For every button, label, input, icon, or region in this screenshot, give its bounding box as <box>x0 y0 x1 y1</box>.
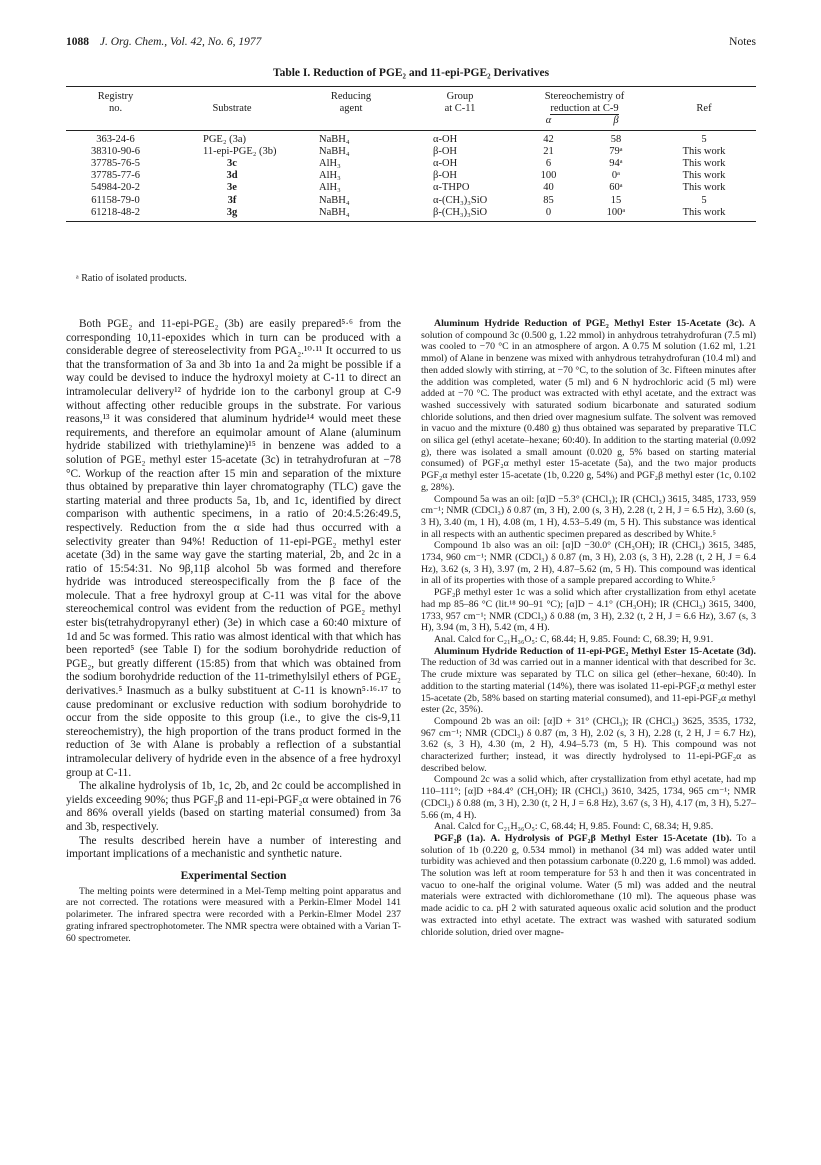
experimental-paragraph: Anal. Calcd for C₂₁H₃₆O₅: C, 68.44; H, 9.85. Found: C, 68.34; H, 9.85. <box>434 821 714 833</box>
cell-beta: 60ᵃ <box>609 182 623 194</box>
page-number: 1088 <box>66 36 89 48</box>
table-row <box>66 146 756 158</box>
cell-group: α-OH <box>433 158 458 170</box>
experimental-paragraph: Compound 5a was an oil: [α]D −5.3° (CHCl₃); IR (CHCl₃) 3615, 3485, 1733, 959 cm⁻¹; NMR (CDCl₃) δ 0.87 (m, 3 H), 2.00 (s, 3 H), 2.28 (t, 2 H, J = 6.5 Hz), 3.60 (s, 3 H), 3.40 (m, 1 H), 4.08 (m, 1 H), 4.53–5.49 (m, 5 H). This substance was identical in all respects with an authentic specimen prepared as described by White.⁵ <box>421 493 756 540</box>
cell-group: β-OH <box>433 145 458 157</box>
experimental-paragraph <box>421 646 756 716</box>
cell-agent: NaBH₄ <box>299 207 403 222</box>
journal-citation: J. Org. Chem., Vol. 42, No. 6, 1977 <box>99 36 262 48</box>
cell-substrate: 3e <box>227 182 237 194</box>
experimental-paragraph: Compound 2c was a solid which, after crystallization from ethyl acetate, had mp 110–111°; [α]D +84.4° (CH₃OH); IR (CHCl₃) 3610, 3425, 1734, 965 cm⁻¹; NMR (CDCl₃) δ 0.88 (m, 3 H), 2.30 (t, 2 H, J = 6.8 Hz), 3.67 (s, 3 H), 4.17 (m, 3 H), 5.27–5.66 (m, 4 H). <box>421 774 756 821</box>
col-header-beta: β <box>580 115 652 130</box>
body-paragraph: Both PGE₂ and 11-epi-PGE₂ (3b) are easily prepared⁵·⁶ from the corresponding 10,11-epoxides which in turn can be produced with a considerable degree of stereoselectivity from PGA₂.¹⁰·¹¹ It occurred to us that the transformation of 3a and 3b into 1a and 2a might be possible if a way could be devised to induce the hydroxyl moiety at C-11 to direct an intramolecular delivery¹² of hydride ion to the carbonyl group at C-9 without affecting other reducible groups in the substrate. For various reasons,¹³ it was considered that aluminum hydride¹⁴ would meet these requirements, and therefore an equimolar amount of Alane (aluminum hydride stabilized with triethylamine)¹⁵ in benzene was added to a solution of PGE₂ methyl ester 15-acetate (3c) in tetrahydrofuran at −78 °C. Workup of the reaction after 15 min and separation of the mixture thus obtained by preparative thin layer chromatography (TLC) gave the starting material and three products 5a, 1b, and 1c, identified by direct comparison with authentic specimens, in a ratio of 20:4.5:26:49.5, respectively. Reduction from the α side had thus occurred with a selectivity greater than 94%! Reduction of 11-epi-PGE₂ methyl ester acetate (3d) in the same way gave the starting material, 2b, and 2c in a ratio of 15:54:31. No 9β,11β alcohol 5b was formed and therefore hydride was introduced stereospecifically from the β face of the molecule. That a free hydroxyl group at C-11 was vital for the above stereochemical control was evident from the reduction of PGE₂ methyl ester bis(tetrahydropyranyl ether) (3e) in which case a 60:40 mixture of 1d and 5c was formed. This ratio was almost identical with that which has been reported⁵ (see Table I) for the sodium borohydride reduction of PGE₂, but greatly different (15:85) from that which was obtained from the sodium borohydride reduction of the 11-trimethylsilyl ethers of PGE₂ derivatives.⁵ Inasmuch as a bulky substituent at C-11 is known⁵·¹⁶·¹⁷ to cause predominant or exclusive reduction with sodium borohydride to occur from the side opposite to this group (i.e., to give the cis-9,11 stereochemistry), the high proportion of the trans product formed in the reduction of 3e with Alane is probably a reflection of a substantial intramolecular delivery of hydride even in the absence of a free hydroxyl group at C-11. <box>66 318 401 779</box>
cell-agent: AlH₃ <box>319 158 341 170</box>
cell-ref: This work <box>682 158 726 170</box>
col-header-group: Group at C-11 <box>403 87 517 116</box>
table-row <box>66 170 756 182</box>
table-row <box>66 182 756 194</box>
cell-ref: This work <box>682 170 726 182</box>
cell-ref: 5 <box>701 194 707 206</box>
cell-agent: AlH₃ <box>319 170 341 182</box>
cell-alpha: 0 <box>517 207 580 222</box>
experimental-paragraph <box>421 833 756 938</box>
cell-registry: 37785-76-5 <box>91 158 140 170</box>
section-label: Notes <box>729 36 756 48</box>
paragraph-text: The reduction of 3d was carried out in a manner identical with that described for 3c. The crude mixture was separated by TLC on silica gel (ether–hexane, 60:40). In addition to the starting material (14%), there was isolated 11-epi-PGF₂α methyl ester 15-acetate (2b, 58% based on starting material consumed), and 11-epi-PGF₂α methyl ester (2c, 35%). <box>421 657 756 716</box>
col-header-substrate: Substrate <box>165 87 299 116</box>
cell-ref: This work <box>682 145 726 157</box>
cell-ref: 5 <box>701 133 707 145</box>
col-header-alpha: α <box>517 115 580 130</box>
col-header-ref: Ref <box>652 87 756 116</box>
cell-ref: This work <box>682 182 726 194</box>
cell-registry: 363-24-6 <box>96 133 135 145</box>
cell-substrate: PGE₂ (3a) <box>203 133 247 145</box>
run-in-heading: Aluminum Hydride Reduction of PGE₂ Methyl Ester 15-Acetate (3c). <box>434 318 745 329</box>
cell-alpha: 85 <box>543 194 554 206</box>
cell-substrate: 3d <box>226 170 238 182</box>
cell-registry: 61218-48-2 <box>66 207 165 222</box>
cell-substrate: 3c <box>227 158 237 170</box>
cell-beta: 100ᵃ <box>580 207 652 222</box>
body-paragraph: The alkaline hydrolysis of 1b, 1c, 2b, and 2c could be accomplished in yields exceeding 90%; thus PGF₂β and 11-epi-PGF₂α were obtained in 76 and 86% overall yields (based on starting material consumed) from 3a and 3b, respectively. <box>66 780 401 833</box>
col-header-stereochemistry: Stereochemistry of reduction at C-9 <box>517 87 652 116</box>
experimental-paragraph <box>421 318 756 494</box>
cell-alpha: 100 <box>540 170 557 182</box>
left-column <box>66 318 401 944</box>
experimental-paragraph: Compound 2b was an oil: [α]D + 31° (CHCl₃); IR (CHCl₃) 3625, 3535, 1732, 967 cm⁻¹; NMR (CDCl₃) δ 0.87 (m, 3 H), 2.02 (s, 3 H), 2.28 (t, 2 H, J = 6.7 Hz), 3.62 (s, 3 H), 4.30 (m, 2 H), 4.94–5.73 (m, 5 H). This compound was not characterized further; instead, it was directly hydrolysed to 11-epi-PGF₂α as described below. <box>421 715 756 774</box>
cell-agent: NaBH₄ <box>319 194 350 206</box>
paragraph-text: To a solution of 1b (0.220 g, 0.534 mmol) in methanol (34 ml) was added water until turbidity was achieved and then potassium carbonate (0.220 g, 1.6 mmol) was added. The solution was left at room temperature for 53 h and then it was concentrated in vacuo to one-half the original volume. Water (5 ml) was added and the neutral materials were extracted with dichloromethane (10 ml). The aqueous phase was made acidic to ca. pH 2 with saturated aqueous oxalic acid solution and the product was extracted into ethyl acetate. The extract was washed with saturated sodium chloride solution, dried over magne- <box>421 832 756 938</box>
cell-beta: 79ᵃ <box>609 145 623 157</box>
table-row <box>66 158 756 170</box>
table-row <box>66 130 756 146</box>
body-paragraph: The results described herein have a number of interesting and important implications of a mechanistic and synthetic nature. <box>66 834 401 861</box>
run-in-heading: PGF₂β (1a). A. Hydrolysis of PGF₂β Methyl Ester 15-Acetate (1b). <box>434 832 732 844</box>
cell-beta: 94ᵃ <box>609 158 623 170</box>
col-header-registry: Registry no. <box>66 87 165 116</box>
cell-group: α-OH <box>433 133 458 145</box>
cell-alpha: 21 <box>543 145 554 157</box>
right-column <box>421 318 756 938</box>
cell-group: α-(CH₃)₃SiO <box>433 194 488 206</box>
table-title: Table I. Reduction of PGE₂ and 11-epi-PGE₂ Derivatives <box>272 67 550 79</box>
cell-agent: AlH₃ <box>319 182 341 194</box>
cell-ref: This work <box>652 207 756 222</box>
cell-substrate: 11-epi-PGE₂ (3b) <box>203 145 277 157</box>
cell-group: α-THPO <box>433 182 470 194</box>
cell-alpha: 42 <box>543 133 554 145</box>
cell-beta: 58 <box>610 133 622 145</box>
running-header <box>66 36 756 52</box>
experimental-paragraph: Compound 1b also was an oil: [α]D −30.0° (CH₃OH); IR (CHCl₃) 3615, 3485, 1734, 960 cm⁻¹; NMR (CDCl₃) δ 0.87 (m, 3 H), 2.03 (s, 3 H), 2.28 (t, 2 H, J = 6.4 Hz), 3.62 (s, 3 H), 3.97 (m, 2 H), 4.87–5.62 (m, 5 H). This compound was identical in all of its properties with those of a sample prepared according to White.⁵ <box>421 540 756 587</box>
cell-registry: 37785-77-6 <box>91 170 140 182</box>
table-row <box>66 195 756 207</box>
cell-alpha: 6 <box>545 158 552 170</box>
cell-group: β-(CH₃)₃SiO <box>403 207 517 222</box>
cell-substrate: 3f <box>227 194 237 206</box>
table-footnote: ᵃ Ratio of isolated products. <box>76 273 187 284</box>
experimental-paragraph: Anal. Calcd for C₂₁H₃₆O₅: C, 68.44; H, 9.85. Found: C, 68.39; H, 9.91. <box>434 633 714 645</box>
col-header-reducing-agent: Reducing agent <box>299 87 403 116</box>
cell-substrate: 3g <box>165 207 299 222</box>
run-in-heading: Aluminum Hydride Reduction of 11-epi-PGE₂ Methyl Ester 15-Acetate (3d). <box>434 645 756 657</box>
paragraph-text: A solution of compound 3c (0.500 g, 1.22 mmol) in anhydrous tetrahydrofuran (7.5 ml) was cooled to −70 °C in an atmosphere of argon. A 0.75 M solution (1.62 ml, 1.21 mmol) of Alane in benzene was mixed with anhydrous tetrahydrofuran (10.4 ml) and then added slowly with stirring, at −70 °C, to the solution of 3c. Fifteen minutes after the addition was completed, water (5 ml) and 6 N hydrochloric acid (5 ml) were added at −70 °C. The product was extracted with ethyl acetate, and the extract was washed successively with saturated sodium bicarbonate and saturated sodium chloride solutions, and then dried over magnesium sulfate. The solvent was removed in vacuo and the mixture (0.480 g) thus obtained was separated by preparative TLC on silica gel (ethyl acetate–hexane; 60:40). In addition to the starting material (0.092 g), there was isolated a small amount (0.020 g, 5% based on starting material consumed) of PGF₂α methyl ester 15-acetate (5a), and the two major products PGF₂α methyl ester 15-acetate (1b, 0.220 g, 54%) and PGF₂β methyl ester (1c, 0.102 g, 28%). <box>421 318 756 493</box>
cell-registry: 38310-90-6 <box>91 145 140 157</box>
section-heading: Experimental Section <box>180 869 287 882</box>
cell-alpha: 40 <box>543 182 554 194</box>
cell-beta: 15 <box>610 194 622 206</box>
cell-agent: NaBH₄ <box>319 145 350 157</box>
cell-registry: 54984-20-2 <box>91 182 140 194</box>
results-table <box>66 86 756 222</box>
cell-beta: 0ᵃ <box>611 170 621 182</box>
experimental-paragraph: The melting points were determined in a Mel-Temp melting point apparatus and are not corrected. The rotations were measured with a Perkin-Elmer Model 141 polarimeter. The infrared spectra were recorded with a Perkin-Elmer Model 237 grating infrared spectrophotometer. The NMR spectra were obtained with a Varian T-60 spectrometer. <box>66 885 401 944</box>
cell-group: β-OH <box>433 170 458 182</box>
experimental-paragraph: PGF₂β methyl ester 1c was a solid which after crystallization from ethyl acetate had mp 85–86 °C (lit.¹⁸ 90–91 °C); [α]D − 4.1° (CH₃OH); IR (CHCl₃) 3615, 3400, 1733, 957 cm⁻¹; NMR (CDCl₃) δ 0.88 (m, 3 H), 2.32 (t, 2 H, J = 6.6 Hz), 3.67 (s, 3 H), 3.94 (m, 3 H), 5.42 (m, 4 H). <box>421 587 756 634</box>
cell-agent: NaBH₄ <box>319 133 350 145</box>
cell-registry: 61158-79-0 <box>91 194 140 206</box>
table-row <box>66 207 756 222</box>
